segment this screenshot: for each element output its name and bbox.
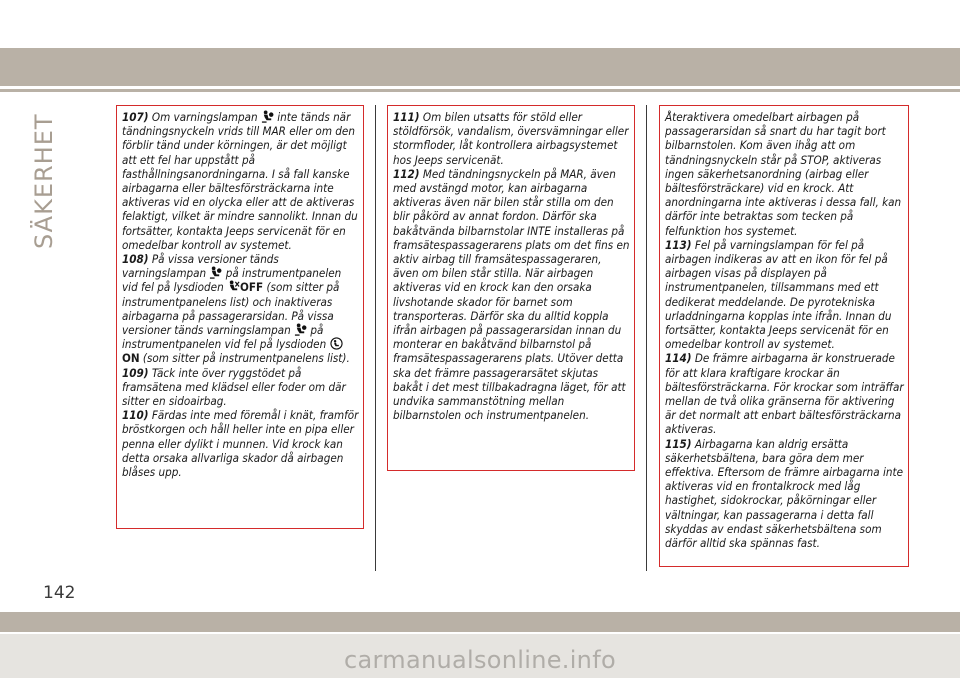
- footer-stripe: [0, 612, 960, 632]
- note-111: 111) Om bilen utsatts för stöld eller stöldförsök, vandalism, översvämningar eller stormfloder, låt kontrollera airbagsystemet hos Jeeps servicenät.: [393, 110, 629, 167]
- column-divider-2: [646, 105, 647, 571]
- note-114: 114) De främre airbagarna är konstruerade för att klara kraftigare krockar än bältesförsträckarna. För krockar som inträffar mellan de två olika gränserna för aktivering är det normalt att enbart bältesförsträckarna aktiveras.: [665, 351, 904, 437]
- note-107: 107) Om varningslampan inte tänds när tändningsnyckeln vrids till MAR eller om den förblir tänd under körningen, är det möjligt att ett fel har uppstått på fasthållningsanordningarna. I så fall kanske airbagarna eller bältesförsträckarna inte aktiveras vid en olycka eller att de aktiveras felaktigt, vilket är mindre sannolikt. Innan du fortsätter, kontakta Jeeps servicenät för en omedelbar kontroll av systemet.: [122, 110, 358, 252]
- airbag-warning-icon: [294, 323, 307, 336]
- page-number: 142: [43, 583, 76, 603]
- airbag-warning-icon: [261, 110, 274, 123]
- note-108: 108) På vissa versioner tänds varningslampan på instrumentpanelen vid fel på lysdioden OFF (som sitter på instrumentpanelens list) och inaktiveras airbagarna på passagerarsidan. På vissa versioner tänds varningslampan på instrumentpanelen vid fel på lysdioden ON (som sitter på instrumentpanelens list).: [122, 252, 350, 366]
- note-112: 112) Med tändningsnyckeln på MAR, även med avstängd motor, kan airbagarna aktiveras även när bilen står stilla om den blir påkörd av annat fordon. Därför ska bakåtvända bilbarnstolar INTE installeras på framsätespassagerarens plats om det fins en aktiv airbag till framsätespassageraren, även om bilen står stilla. När airbagen aktiveras vid en krock kan den orsaka livshotande skador för barnet som transporteras. Därför ska du alltid koppla ifrån airbagen på passagerarsidan innan du monterar en bakåtvänd bilbarnstol på framsätespassagerarens plats. Utöver detta ska det främre passagerarsätet skjutas bakåt i det mest tillbakadragna läget, för att undvika sammanstötning mellan bilbarnstolen och instrumentpanelen.: [393, 166, 630, 423]
- passenger-airbag-on-icon: [330, 337, 343, 350]
- warning-box-1: [116, 105, 364, 529]
- note-109: 109) Täck inte över ryggstödet på framsätena med klädsel eller foder om där sitter en sidoairbag.: [122, 365, 346, 409]
- section-title: SÄKERHET: [30, 113, 58, 249]
- warning-box-3: [659, 105, 909, 567]
- note-113: 113) Fel på varningslampan för fel på airbagen indikeras av att en ikon för fel på airbagen visas på displayen på instrumentpanelen, tillsammans med ett dedikerat meddelande. De pyrotekniska urladdningarna kopplas inte ifrån. Innan du fortsätter, kontakta Jeeps servicenät för en omedelbar kontroll av systemet.: [665, 237, 892, 352]
- intro-paragraph: Återaktivera omedelbart airbagen på passagerarsidan så snart du har tagit bort bilbarnstolen. Kom även ihåg att om tändningsnyckeln står på STOP, aktiveras ingen säkerhetsanordning (airbag eller bältesförsträckare) vid en krock. Att anordningarna inte aktiveras i dessa fall, kan därför inte betraktas som tecken på felfunktion hos systemet.: [665, 110, 902, 238]
- header-stripe-thin: [0, 89, 960, 92]
- airbag-warning-icon: [209, 266, 222, 279]
- passenger-airbag-off-icon: [227, 280, 240, 293]
- note-110: 110) Färdas inte med föremål i knät, framför bröstkorgen och håll heller inte en pipa eller penna eller dylikt i munnen. Vid krock kan detta orsaka allvarliga skador då airbagen blåses upp.: [122, 408, 359, 480]
- header-stripe: [0, 48, 960, 86]
- column-divider-1: [375, 105, 376, 571]
- top-margin: [0, 0, 960, 48]
- warning-box-2: [387, 105, 635, 471]
- note-115: 115) Airbagarna kan aldrig ersätta säkerhetsbältena, bara göra dem mer effektiva. Eftersom de främre airbagarna inte aktiveras vid en frontalkrock med låg hastighet, sidokrockar, påkörningar eller vältningar, kan passagerarna i detta fall skyddas av endast säkerhetsbältena som därför alltid ska spännas fast.: [665, 436, 904, 551]
- watermark: carmanualsonline.info: [344, 646, 616, 674]
